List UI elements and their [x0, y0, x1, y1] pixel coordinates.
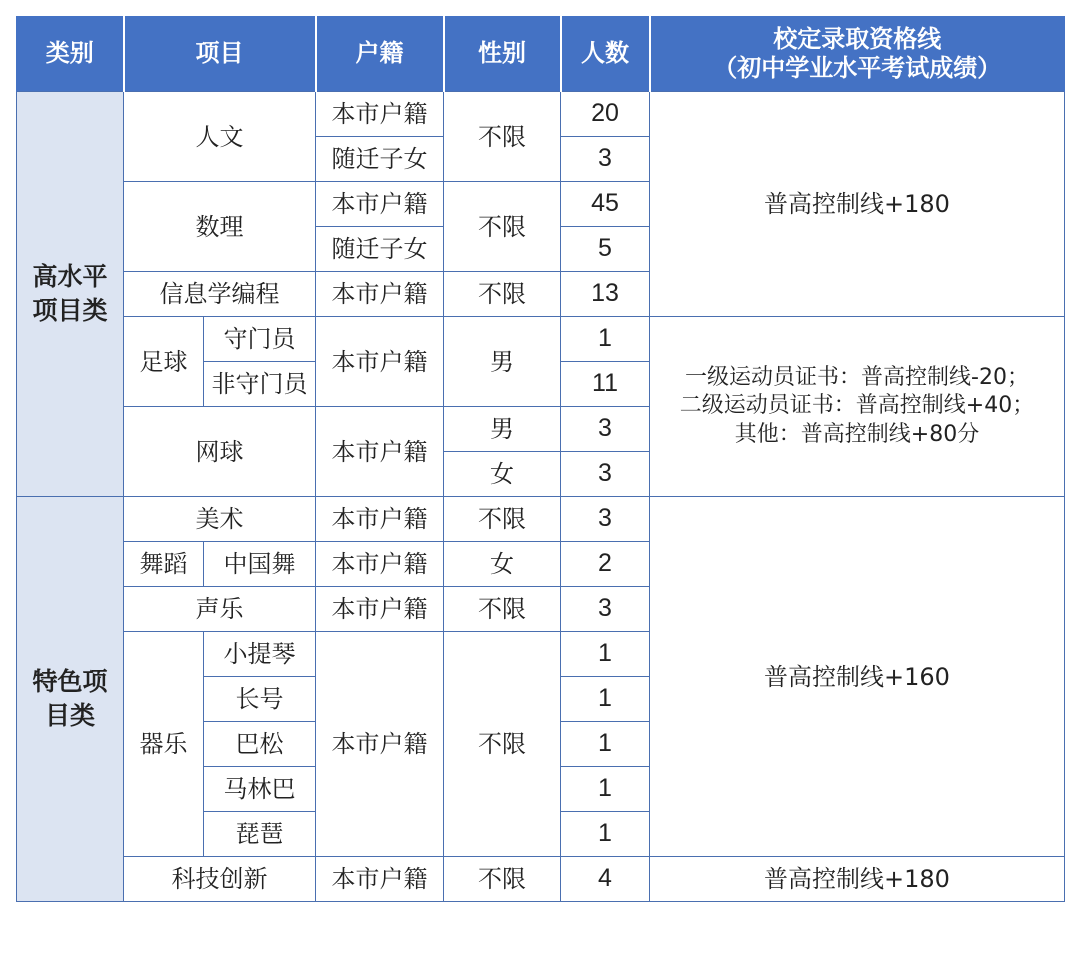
count-cell: 4: [561, 857, 650, 902]
count-cell: 1: [561, 722, 650, 767]
header-category: 类别: [17, 16, 124, 92]
hukou-cell: 本市户籍: [316, 587, 444, 632]
hukou-cell: 本市户籍: [316, 407, 444, 497]
score-line-arts: 普高控制线+160: [650, 497, 1065, 857]
gender-cell: 女: [444, 452, 561, 497]
header-score-line: [650, 16, 1065, 92]
project-zuqiu: 足球: [124, 317, 204, 407]
hukou-cell: 本市户籍: [316, 632, 444, 857]
hukou-cell: 本市户籍: [316, 272, 444, 317]
project-xinxi: 信息学编程: [124, 272, 316, 317]
project-qiyue: 器乐: [124, 632, 204, 857]
count-cell: 3: [561, 587, 650, 632]
count-cell: 13: [561, 272, 650, 317]
table-row: [17, 92, 1065, 137]
gender-cell: 不限: [444, 272, 561, 317]
subproject-cell: 守门员: [204, 317, 316, 362]
gender-cell: 不限: [444, 632, 561, 857]
project-renwen: 人文: [124, 92, 316, 182]
score-line-tech: 普高控制线+180: [650, 857, 1065, 902]
count-cell: 1: [561, 767, 650, 812]
header-score-line-subtitle: （初中学业水平考试成绩）: [713, 53, 1002, 82]
hukou-cell: 本市户籍: [316, 857, 444, 902]
count-cell: 1: [561, 812, 650, 857]
header-count: 人数: [561, 16, 650, 92]
count-cell: 3: [561, 452, 650, 497]
project-shengyue: 声乐: [124, 587, 316, 632]
header-hukou: 户籍: [316, 16, 444, 92]
count-cell: 3: [561, 137, 650, 182]
category-special: 特色项 目类: [17, 497, 124, 902]
project-keji: 科技创新: [124, 857, 316, 902]
score-line-sports-3: 其他：普高控制线+80分: [734, 421, 980, 447]
gender-cell: 不限: [444, 182, 561, 272]
project-wudao: 舞蹈: [124, 542, 204, 587]
subproject-cell: 非守门员: [204, 362, 316, 407]
count-cell: 45: [561, 182, 650, 227]
score-line-sports: [650, 317, 1065, 497]
gender-cell: 男: [444, 407, 561, 452]
count-cell: 3: [561, 407, 650, 452]
hukou-cell: 本市户籍: [316, 317, 444, 407]
subproject-cell: 马林巴: [204, 767, 316, 812]
header-row: [17, 16, 1065, 92]
score-line-sports-2: 二级运动员证书：普高控制线+40；: [679, 393, 1035, 419]
gender-cell: 女: [444, 542, 561, 587]
score-line-sports-1: 一级运动员证书：普高控制线-20；: [685, 364, 1029, 390]
count-cell: 11: [561, 362, 650, 407]
category-high-level: 高水平 项目类: [17, 92, 124, 497]
count-cell: 1: [561, 632, 650, 677]
header-score-line-title: 校定录取资格线: [773, 24, 942, 53]
count-cell: 2: [561, 542, 650, 587]
project-meishu: 美术: [124, 497, 316, 542]
table-row: [17, 497, 1065, 542]
subproject-cell: 琵琶: [204, 812, 316, 857]
project-wangqiu: 网球: [124, 407, 316, 497]
project-shuli: 数理: [124, 182, 316, 272]
gender-cell: 不限: [444, 92, 561, 182]
admission-table: [16, 16, 1065, 902]
count-cell: 3: [561, 497, 650, 542]
hukou-cell: 本市户籍: [316, 182, 444, 227]
gender-cell: 男: [444, 317, 561, 407]
gender-cell: 不限: [444, 497, 561, 542]
subproject-cell: 小提琴: [204, 632, 316, 677]
hukou-cell: 随迁子女: [316, 137, 444, 182]
subproject-cell: 巴松: [204, 722, 316, 767]
hukou-cell: 本市户籍: [316, 92, 444, 137]
subproject-cell: 中国舞: [204, 542, 316, 587]
hukou-cell: 本市户籍: [316, 497, 444, 542]
admission-table-container: [16, 16, 1064, 902]
count-cell: 5: [561, 227, 650, 272]
header-project: 项目: [124, 16, 316, 92]
hukou-cell: 随迁子女: [316, 227, 444, 272]
header-gender: 性别: [444, 16, 561, 92]
subproject-cell: 长号: [204, 677, 316, 722]
gender-cell: 不限: [444, 857, 561, 902]
score-line-academic: 普高控制线+180: [650, 92, 1065, 317]
table-row: [17, 317, 1065, 362]
gender-cell: 不限: [444, 587, 561, 632]
table-row: [17, 857, 1065, 902]
count-cell: 20: [561, 92, 650, 137]
count-cell: 1: [561, 317, 650, 362]
count-cell: 1: [561, 677, 650, 722]
hukou-cell: 本市户籍: [316, 542, 444, 587]
